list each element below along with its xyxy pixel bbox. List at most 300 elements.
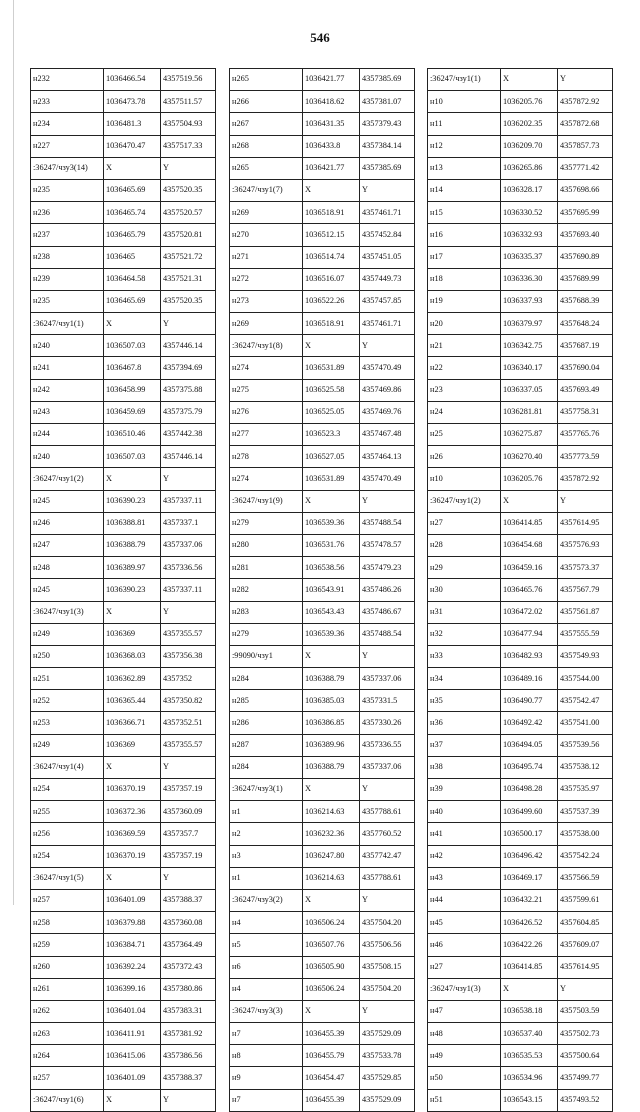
x-coordinate-cell: 1036518.91 [303,202,360,224]
x-coordinate-cell: 1036543.91 [303,579,360,601]
y-coordinate-cell: Y [161,468,216,490]
y-coordinate-cell: 4357539.56 [558,734,613,756]
x-coordinate-cell: X [104,756,161,778]
point-id-cell: н239 [31,268,104,290]
y-coordinate-cell: 4357520.35 [161,179,216,201]
y-coordinate-cell: 4357511.57 [161,91,216,113]
x-coordinate-cell: 1036507.03 [104,446,161,468]
table-row [230,268,415,290]
point-id-cell: н246 [31,512,104,534]
x-coordinate-cell: 1036506.24 [303,912,360,934]
x-coordinate-cell: 1036370.19 [104,845,161,867]
point-id-cell: н252 [31,690,104,712]
y-coordinate-cell: 4357542.24 [558,845,613,867]
table-row [31,779,216,801]
table-row [230,135,415,157]
table-row [31,179,216,201]
point-id-cell: н42 [428,845,501,867]
y-coordinate-cell: 4357394.69 [161,357,216,379]
point-id-cell: н269 [230,202,303,224]
x-coordinate-cell: X [104,157,161,179]
y-coordinate-cell: 4357500.64 [558,1045,613,1067]
point-id-cell: н274 [230,468,303,490]
y-coordinate-cell: 4357488.54 [360,623,415,645]
x-coordinate-cell: 1036543.15 [501,1089,558,1111]
table-row [230,1045,415,1067]
table-row [230,179,415,201]
y-coordinate-cell: 4357760.52 [360,823,415,845]
y-coordinate-cell: 4357502.73 [558,1023,613,1045]
x-coordinate-cell: 1036459.69 [104,401,161,423]
y-coordinate-cell: 4357567.79 [558,579,613,601]
x-coordinate-cell: X [501,978,558,1000]
table-row [31,290,216,312]
table-row [31,202,216,224]
table-row [31,956,216,978]
point-id-cell: :36247/чзу3(2) [230,889,303,911]
x-coordinate-cell: X [303,335,360,357]
x-coordinate-cell: 1036385.03 [303,690,360,712]
table-row [31,91,216,113]
point-id-cell: н233 [31,91,104,113]
point-id-cell: н26 [428,446,501,468]
y-coordinate-cell: 4357758.31 [558,401,613,423]
y-coordinate-cell: 4357380.86 [161,978,216,1000]
x-coordinate-cell: 1036538.56 [303,557,360,579]
table-row [31,512,216,534]
table-row [428,690,613,712]
y-coordinate-cell: 4357355.57 [161,734,216,756]
table-row [428,379,613,401]
point-id-cell: н245 [31,490,104,512]
table-row [230,246,415,268]
y-coordinate-cell: 4357385.69 [360,157,415,179]
table-row [428,579,613,601]
point-id-cell: н238 [31,246,104,268]
y-coordinate-cell: 4357337.06 [360,668,415,690]
x-coordinate-cell: X [303,645,360,667]
y-coordinate-cell: 4357788.61 [360,801,415,823]
x-coordinate-cell: 1036525.05 [303,401,360,423]
point-id-cell: н21 [428,335,501,357]
table-row [230,401,415,423]
point-id-cell: н18 [428,268,501,290]
table-row [428,823,613,845]
point-id-cell: н31 [428,601,501,623]
y-coordinate-cell: 4357337.11 [161,490,216,512]
x-coordinate-cell: 1036522.26 [303,290,360,312]
point-id-cell: н10 [428,468,501,490]
point-id-cell: :36247/чзу1(2) [428,490,501,512]
x-coordinate-cell: 1036464.58 [104,268,161,290]
point-id-cell: н41 [428,823,501,845]
point-id-cell: :36247/чзу1(3) [31,601,104,623]
y-coordinate-cell: Y [360,889,415,911]
point-id-cell: н51 [428,1089,501,1111]
y-coordinate-cell: 4357576.93 [558,534,613,556]
table-row [31,490,216,512]
coordinate-table-column-3 [427,68,613,1112]
table-row [230,313,415,335]
point-id-cell: :36247/чзу1(9) [230,490,303,512]
table-row [31,1067,216,1089]
point-id-cell: н250 [31,645,104,667]
y-coordinate-cell: 4357381.07 [360,91,415,113]
point-id-cell: н23 [428,379,501,401]
x-coordinate-cell: 1036465.69 [104,290,161,312]
table-row [230,645,415,667]
x-coordinate-cell: 1036414.85 [501,512,558,534]
point-id-cell: н251 [31,668,104,690]
x-coordinate-cell: 1036465.69 [104,179,161,201]
y-coordinate-cell: 4357520.81 [161,224,216,246]
x-coordinate-cell: 1036421.77 [303,69,360,91]
x-coordinate-cell: 1036365.44 [104,690,161,712]
point-id-cell: :36247/чзу1(3) [428,978,501,1000]
point-id-cell: н5 [230,934,303,956]
x-coordinate-cell: 1036507.03 [104,335,161,357]
table-row [31,889,216,911]
point-id-cell: н266 [230,91,303,113]
x-coordinate-cell: X [303,889,360,911]
x-coordinate-cell: X [104,468,161,490]
table-row [31,357,216,379]
point-id-cell: н270 [230,224,303,246]
x-coordinate-cell: 1036465.76 [501,579,558,601]
point-id-cell: н255 [31,801,104,823]
y-coordinate-cell: Y [161,601,216,623]
table-row [428,246,613,268]
table-row [428,490,613,512]
point-id-cell: :36247/чзу1(4) [31,756,104,778]
x-coordinate-cell: 1036389.96 [303,734,360,756]
point-id-cell: н249 [31,734,104,756]
y-coordinate-cell: Y [161,313,216,335]
table-row [230,113,415,135]
x-coordinate-cell: 1036525.58 [303,379,360,401]
x-coordinate-cell: 1036498.28 [501,779,558,801]
table-row [230,1000,415,1022]
y-coordinate-cell: 4357493.52 [558,1089,613,1111]
table-row [31,601,216,623]
y-coordinate-cell: 4357469.86 [360,379,415,401]
point-id-cell: :99090/чзу1 [230,645,303,667]
table-row [31,867,216,889]
x-coordinate-cell: 1036472.02 [501,601,558,623]
y-coordinate-cell: 4357372.43 [161,956,216,978]
y-coordinate-cell: 4357609.07 [558,934,613,956]
y-coordinate-cell: 4357508.15 [360,956,415,978]
x-coordinate-cell: 1036379.88 [104,912,161,934]
x-coordinate-cell: 1036477.94 [501,623,558,645]
x-coordinate-cell: 1036335.37 [501,246,558,268]
point-id-cell: н25 [428,424,501,446]
point-id-cell: н1 [230,867,303,889]
table-row [428,401,613,423]
table-row [31,335,216,357]
point-id-cell: н259 [31,934,104,956]
y-coordinate-cell: 4357388.37 [161,889,216,911]
y-coordinate-cell: 4357517.33 [161,135,216,157]
x-coordinate-cell: 1036469.17 [501,867,558,889]
point-id-cell: н283 [230,601,303,623]
point-id-cell: н273 [230,290,303,312]
point-id-cell: :36247/чзу1(2) [31,468,104,490]
y-coordinate-cell: 4357872.68 [558,113,613,135]
point-id-cell: н7 [230,1089,303,1111]
point-id-cell: н1 [230,801,303,823]
y-coordinate-cell: 4357698.66 [558,179,613,201]
table-row [428,313,613,335]
x-coordinate-cell: 1036337.05 [501,379,558,401]
table-row [31,424,216,446]
x-coordinate-cell: 1036270.40 [501,446,558,468]
table-row [230,579,415,601]
y-coordinate-cell: 4357355.57 [161,623,216,645]
point-id-cell: н245 [31,579,104,601]
y-coordinate-cell: 4357614.95 [558,956,613,978]
table-row [230,512,415,534]
point-id-cell: н43 [428,867,501,889]
x-coordinate-cell: 1036496.42 [501,845,558,867]
y-coordinate-cell: 4357379.43 [360,113,415,135]
table-row [428,845,613,867]
y-coordinate-cell: 4357504.93 [161,113,216,135]
point-id-cell: :36247/чзу1(1) [428,69,501,91]
point-id-cell: :36247/чзу1(5) [31,867,104,889]
x-coordinate-cell: 1036531.89 [303,357,360,379]
table-row [428,623,613,645]
y-coordinate-cell: Y [360,645,415,667]
point-id-cell: н278 [230,446,303,468]
x-coordinate-cell: 1036516.07 [303,268,360,290]
y-coordinate-cell: 4357506.56 [360,934,415,956]
y-coordinate-cell: 4357573.37 [558,557,613,579]
y-coordinate-cell: 4357693.40 [558,224,613,246]
table-row [31,934,216,956]
x-coordinate-cell: 1036539.36 [303,623,360,645]
point-id-cell: н16 [428,224,501,246]
point-id-cell: :36247/чзу1(8) [230,335,303,357]
point-id-cell: н40 [428,801,501,823]
x-coordinate-cell: 1036388.79 [104,534,161,556]
point-id-cell: н4 [230,978,303,1000]
y-coordinate-cell: 4357771.42 [558,157,613,179]
table-row [428,335,613,357]
x-coordinate-cell: 1036466.54 [104,69,161,91]
y-coordinate-cell: Y [558,490,613,512]
y-coordinate-cell: 4357442.38 [161,424,216,446]
table-row [230,712,415,734]
x-coordinate-cell: 1036421.77 [303,157,360,179]
x-coordinate-cell: 1036507.76 [303,934,360,956]
y-coordinate-cell: 4357331.5 [360,690,415,712]
point-id-cell: н287 [230,734,303,756]
point-id-cell: н260 [31,956,104,978]
point-id-cell: н284 [230,668,303,690]
table-row [428,512,613,534]
table-row [31,845,216,867]
table-row [428,889,613,911]
point-id-cell: н240 [31,335,104,357]
y-coordinate-cell: 4357765.76 [558,424,613,446]
y-coordinate-cell: Y [558,69,613,91]
y-coordinate-cell: Y [360,335,415,357]
y-coordinate-cell: 4357690.04 [558,357,613,379]
point-id-cell: н32 [428,623,501,645]
table-row [428,157,613,179]
point-id-cell: н3 [230,845,303,867]
y-coordinate-cell: 4357486.67 [360,601,415,623]
x-coordinate-cell: 1036492.42 [501,712,558,734]
x-coordinate-cell: 1036505.90 [303,956,360,978]
table-row [428,557,613,579]
x-coordinate-cell: 1036336.30 [501,268,558,290]
table-row [230,490,415,512]
table-row [31,113,216,135]
y-coordinate-cell: 4357519.56 [161,69,216,91]
table-row [31,69,216,91]
point-id-cell: н243 [31,401,104,423]
x-coordinate-cell: 1036455.79 [303,1045,360,1067]
x-coordinate-cell: 1036459.16 [501,557,558,579]
x-coordinate-cell: 1036473.78 [104,91,161,113]
y-coordinate-cell: 4357381.92 [161,1023,216,1045]
x-coordinate-cell: 1036543.43 [303,601,360,623]
y-coordinate-cell: 4357690.89 [558,246,613,268]
y-coordinate-cell: 4357872.92 [558,468,613,490]
x-coordinate-cell: 1036342.75 [501,335,558,357]
y-coordinate-cell: 4357504.20 [360,978,415,1000]
y-coordinate-cell: 4357688.39 [558,290,613,312]
y-coordinate-cell: 4357470.49 [360,357,415,379]
y-coordinate-cell: 4357356.38 [161,645,216,667]
x-coordinate-cell: 1036379.97 [501,313,558,335]
table-row [428,268,613,290]
x-coordinate-cell: 1036390.23 [104,490,161,512]
table-row [31,1089,216,1111]
point-id-cell: н279 [230,623,303,645]
x-coordinate-cell: 1036328.17 [501,179,558,201]
y-coordinate-cell: 4357566.59 [558,867,613,889]
x-coordinate-cell: 1036422.26 [501,934,558,956]
x-coordinate-cell: X [303,490,360,512]
point-id-cell: н45 [428,912,501,934]
point-id-cell: н22 [428,357,501,379]
y-coordinate-cell: 4357561.87 [558,601,613,623]
x-coordinate-cell: 1036490.77 [501,690,558,712]
table-row [230,424,415,446]
y-coordinate-cell: 4357352.51 [161,712,216,734]
x-coordinate-cell: 1036527.05 [303,446,360,468]
table-row [230,690,415,712]
y-coordinate-cell: Y [360,1000,415,1022]
point-id-cell: н271 [230,246,303,268]
x-coordinate-cell: 1036500.17 [501,823,558,845]
table-row [428,468,613,490]
y-coordinate-cell: 4357364.49 [161,934,216,956]
left-margin-line [13,0,14,905]
y-coordinate-cell: 4357687.19 [558,335,613,357]
x-coordinate-cell: X [303,179,360,201]
point-id-cell: н44 [428,889,501,911]
y-coordinate-cell: 4357538.00 [558,823,613,845]
y-coordinate-cell: 4357360.08 [161,912,216,934]
point-id-cell: н241 [31,357,104,379]
point-id-cell: н19 [428,290,501,312]
point-id-cell: н48 [428,1023,501,1045]
table-row [428,601,613,623]
table-row [31,468,216,490]
table-row [428,179,613,201]
y-coordinate-cell: 4357529.85 [360,1067,415,1089]
y-coordinate-cell: 4357337.06 [360,756,415,778]
point-id-cell: н256 [31,823,104,845]
x-coordinate-cell: 1036494.05 [501,734,558,756]
y-coordinate-cell: 4357788.61 [360,867,415,889]
y-coordinate-cell: 4357742.47 [360,845,415,867]
y-coordinate-cell: 4357549.93 [558,645,613,667]
y-coordinate-cell: 4357555.59 [558,623,613,645]
point-id-cell: н280 [230,534,303,556]
y-coordinate-cell: 4357479.23 [360,557,415,579]
table-row [230,1023,415,1045]
table-row [230,379,415,401]
x-coordinate-cell: 1036499.60 [501,801,558,823]
y-coordinate-cell: Y [161,867,216,889]
x-coordinate-cell: 1036489.16 [501,668,558,690]
x-coordinate-cell: 1036426.52 [501,912,558,934]
x-coordinate-cell: 1036281.81 [501,401,558,423]
y-coordinate-cell: 4357383.31 [161,1000,216,1022]
table-row [428,357,613,379]
point-id-cell: н37 [428,734,501,756]
y-coordinate-cell: 4357533.78 [360,1045,415,1067]
table-row [31,734,216,756]
y-coordinate-cell: 4357538.12 [558,756,613,778]
y-coordinate-cell: 4357357.19 [161,779,216,801]
x-coordinate-cell: 1036506.24 [303,978,360,1000]
y-coordinate-cell: 4357360.09 [161,801,216,823]
table-row [428,1045,613,1067]
x-coordinate-cell: 1036275.87 [501,424,558,446]
table-row [428,446,613,468]
table-row [428,113,613,135]
y-coordinate-cell: 4357461.71 [360,313,415,335]
point-id-cell: :36247/чзу1(1) [31,313,104,335]
table-row [230,202,415,224]
x-coordinate-cell: X [104,1089,161,1111]
y-coordinate-cell: Y [360,490,415,512]
point-id-cell: н13 [428,157,501,179]
point-id-cell: н267 [230,113,303,135]
table-row [230,534,415,556]
x-coordinate-cell: 1036205.76 [501,91,558,113]
point-id-cell: н235 [31,179,104,201]
point-id-cell: н281 [230,557,303,579]
y-coordinate-cell: 4357520.57 [161,202,216,224]
point-id-cell: н27 [428,956,501,978]
table-row [428,978,613,1000]
point-id-cell: н269 [230,313,303,335]
table-row [428,801,613,823]
point-id-cell: н12 [428,135,501,157]
x-coordinate-cell: 1036332.93 [501,224,558,246]
table-row [230,468,415,490]
point-id-cell: н262 [31,1000,104,1022]
coordinate-table-column-1 [30,68,216,1112]
y-coordinate-cell: 4357520.35 [161,290,216,312]
